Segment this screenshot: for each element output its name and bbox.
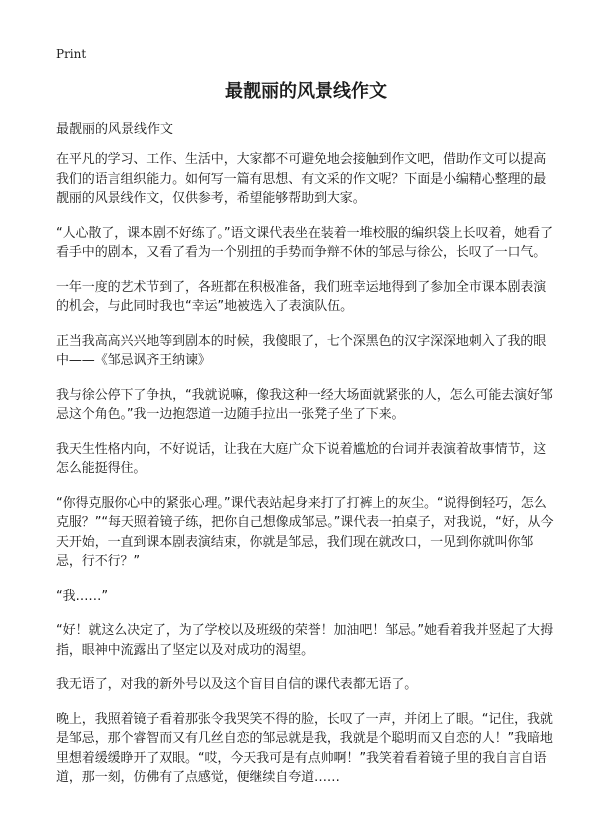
paragraph: “好！就这么决定了，为了学校以及班级的荣誉！加油吧！邹忌。”她看着我并竖起了大拇指，眼神中流露出了坚定以及对成功的渴望。 <box>56 623 553 658</box>
paragraph: “你得克服你心中的紧张心理。”课代表站起身来打了打裤上的灰尘。“说得倒轻巧，怎么克服？”“每天照着镜子练，把你自己想像成邹忌。”课代表一拍桌子，对我说，“好，从今天开始，一直到课本剧表演结束，你就是邹忌，我们现在就改口，一见到你就叫你邹忌，行不行？” <box>56 495 554 569</box>
paragraph: 我天生性格内向，不好说话，让我在大庭广众下说着尴尬的台词并表演着故事情节，这怎么能挺得住。 <box>56 441 547 476</box>
article-title: 最靓丽的风景线作文 <box>225 81 387 102</box>
paragraph: “我……” <box>56 588 108 604</box>
paragraph: 在平凡的学习、工作、生活中，大家都不可避免地会接触到作文吧，借助作文可以提高我们的语言组织能力。如何写一篇有思想、有文采的作文呢？下面是小编精心整理的最靓丽的风景线作文，仅供参考，希望能够帮助到大家。 <box>56 152 547 206</box>
paragraph: 晚上，我照着镜子看着那张令我哭笑不得的脸，长叹了一声，并闭上了眼。“记住，我就是邹忌，那个睿智而又有几丝自恋的邹忌就是我，我就是个聪明而又自恋的人！”我暗地里想着缓缓睁开了双眼。“哎，今天我可是有点帅啊！”我笑着看着镜子里的我自言自语道，那一刻，仿佛有了点感觉，便继续自夸道…… <box>56 711 553 785</box>
paragraph: 一年一度的艺术节到了，各班都在积极准备，我们班幸运地得到了参加全市课本剧表演的机会，与此同时我也“幸运”地被选入了表演队伍。 <box>56 279 547 314</box>
paragraph: 我无语了，对我的新外号以及这个盲目自信的课代表都无语了。 <box>56 677 418 692</box>
paragraph: 正当我高高兴兴地等到剧本的时候，我傻眼了，七个深黑色的汉字深深地刺入了我的眼中——《邹忌讽齐王纳谏》 <box>56 333 547 368</box>
paragraph: “人心散了，课本剧不好练了。”语文课代表坐在装着一堆校服的编织袋上长叹着，她看了看手中的剧本，又看了看为一个别扭的手势而争辩不休的邹忌与徐公，长叹了一口气。 <box>56 225 553 260</box>
article-subtitle: 最靓丽的风景线作文 <box>56 122 174 137</box>
print-link[interactable]: Print <box>56 47 87 61</box>
article-body <box>56 150 556 803</box>
paragraph: 我与徐公停下了争执，“我就说嘛，像我这种一经大场面就紧张的人，怎么可能去演好邹忌这个角色。”我一边抱怨道一边随手拉出一张凳子坐了下来。 <box>56 387 553 422</box>
